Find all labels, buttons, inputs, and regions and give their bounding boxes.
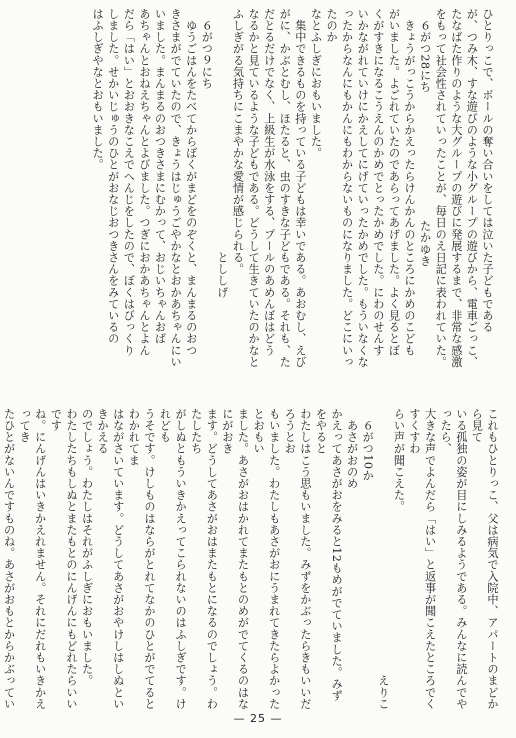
text-line: うそです。けしものはならがとれてなかのひとがでてるとわかれてま: [127, 408, 156, 710]
text-line: えりこ: [376, 408, 390, 710]
text-line: いかながれていけにかえしてにげていったかめでした。もういなくな: [356, 8, 370, 368]
text-line: がしぬともういきかえってこられないのはふしぎです。けれども: [158, 408, 188, 710]
text-line: ６がつ９にち: [200, 8, 214, 90]
text-line: のでしょう。わたしはそれがふしぎにおもいました。: [80, 408, 94, 687]
text-line: もいました。わたしもあさがおにうまれてきたらよかったとおもい: [252, 408, 281, 710]
text-line: がいました。よごれていたのであらってあげました。よく見るとぼ: [387, 8, 401, 356]
text-line: ６がつ28にち たかゆき: [418, 8, 432, 267]
upper-text-block: [40, 8, 495, 378]
text-line: とししげ: [215, 8, 229, 298]
text-line: が、つみ木、すな遊びのような小グループの遊びから、電車ごっこ、: [465, 8, 479, 368]
text-line: たひとがないんですものね。あさがおもとからかぶってい: [2, 408, 16, 710]
text-line: いる孤独の姿が目にしみるようである。みんなに読んでやったら、: [439, 408, 468, 710]
text-line: ます。どうしてあさがおはまたもとになるのでしょう。わたしたち: [189, 408, 219, 710]
page-number: — 25 —: [233, 712, 283, 725]
text-line: いました。まんまるのおつきさまにむかって、おじいちゃんおば: [153, 8, 167, 345]
text-line: はながさいています。どうしてあさがおやけしはしぬといきかえる: [96, 408, 125, 710]
text-line: をもって社会性されていったことが、毎日のえ日記に表われていた。: [434, 8, 448, 368]
text-line: はふしぎやなとおもいました。: [91, 8, 105, 171]
text-line: ふしぎがる気持ちにこまやかな愛情が感じられる。: [231, 8, 245, 275]
text-line: がに、かぶとむし、ほたると、虫のすきな子どもである。それも、た: [278, 8, 292, 368]
text-line: なとふしぎにおもいました。: [309, 8, 323, 159]
text-line: ６がつ10か: [361, 408, 375, 482]
text-line: あさがおのめ: [345, 408, 359, 490]
text-line: ゆうごはんをたべてからぼくがまどをのぞくと、まんまるのおつ: [184, 8, 198, 356]
text-line: あちゃんとおねえちゃんとよびました。つぎにおかあちゃんとよん: [137, 8, 151, 356]
text-line: しました。せかいじゅうのひとがおなじおつきさんをみているの: [106, 8, 120, 345]
text-line: きさまがでていたので、きょうはじゅうごやかなとおかあちゃんにい: [169, 8, 183, 368]
text-line: だとるだけでなく、上級生が水泳をする、プールのあめんぼはどう: [262, 8, 276, 356]
text-line: わたしはこう思もいました。みずをかぶったらきもいいだろうとお: [283, 408, 312, 710]
text-line: たなばた作りのような大グループの遊びに発展するまで、非常な感激: [449, 8, 463, 368]
text-line: だら「はい」とおおきなこえでへんじをしたので、ぼくはびっくり: [122, 8, 136, 356]
text-line: くがすきになるこうえんのかめでとったかめでした。にわのせんす: [371, 8, 385, 356]
text-line: かえってあさがおをみると12もめがでていました。みずをやると: [314, 408, 344, 702]
text-line: らい声が聞こえた。: [392, 408, 406, 513]
text-line: ね。にんげんはいきかえれません。それにだれもいきかえってき: [18, 408, 47, 710]
text-line: なるかと見ているような子どもである。どうして生きていたのかなと: [247, 8, 261, 368]
text-line: ひとりっこで、ボールの奪い合いをしては泣いた子どもである: [481, 8, 494, 333]
text-line: ったからなんにもかんにもわからないものになりました。どこにいったのか: [325, 8, 354, 368]
text-line: ました。あさがおはかれてまたもとのめがでてくるのはなにがおき: [220, 408, 250, 710]
text-line: きょうがっこうからかえったらけんかんのところにかめのこども: [403, 8, 417, 356]
lower-text-block: [2, 408, 500, 710]
text-line: わたしたちもしぬとまたもとのにんげんにもどれたらいいです: [49, 408, 78, 710]
text-line: 大きな声でよんだら「はい」と返事が聞こえたところでくすくすわ: [408, 408, 437, 710]
text-line: 集中できるものを持っている子どもは幸いである。あおむし、えび: [293, 8, 307, 368]
text-line: これもひとりっこ、父は病気で入院中、アパートのまどから見て: [470, 408, 499, 710]
